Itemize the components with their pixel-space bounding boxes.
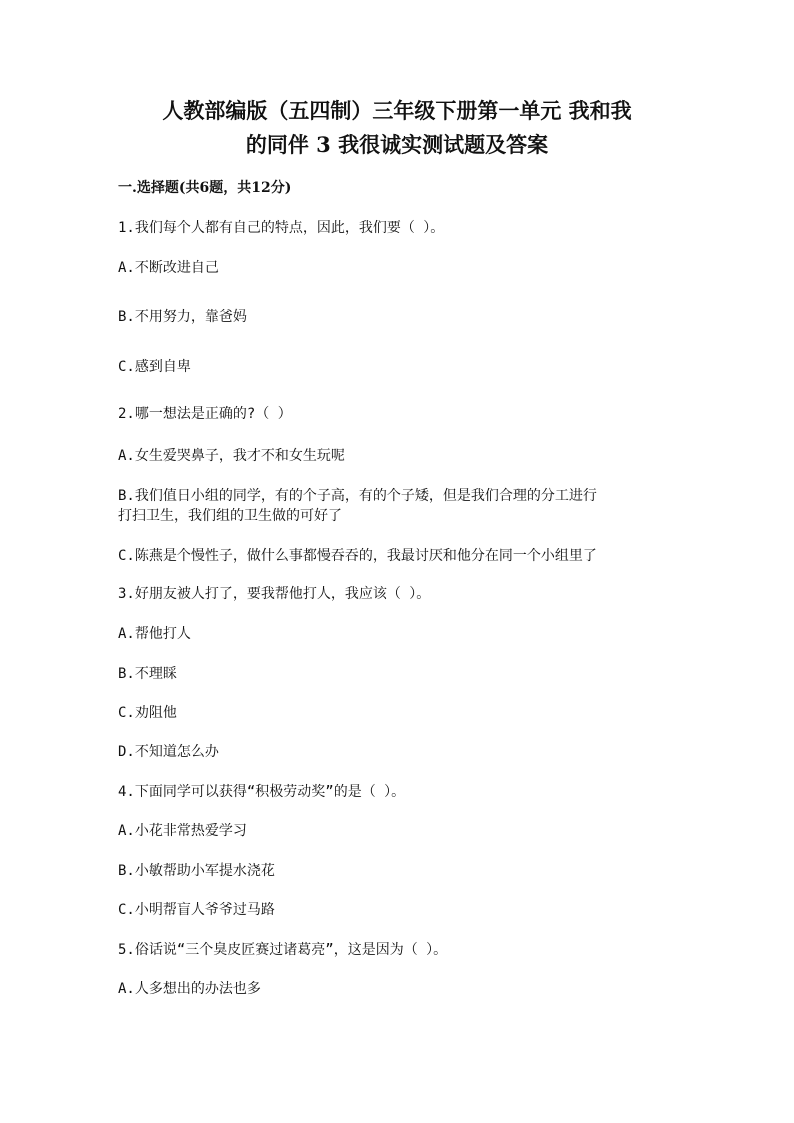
question-4-option-c: C.小明帮盲人爷爷过马路 [118,902,275,918]
question-2-option-b-line-2: 打扫卫生，我们组的卫生做的可好了 [118,508,342,524]
document-title-line-2: 的同伴 3 我很诚实测试题及答案 [245,132,549,157]
question-1-option-c: C.感到自卑 [118,359,191,375]
section-heading: 一.选择题(共6题，共12分) [118,180,292,196]
document-title-line-1: 人教部编版（五四制）三年级下册第一单元 我和我 [162,98,632,123]
question-1-stem: 1.我们每个人都有自己的特点，因此，我们要（ ）。 [118,220,445,236]
question-2-option-a: A.女生爱哭鼻子，我才不和女生玩呢 [118,448,345,464]
question-4-stem: 4.下面同学可以获得“积极劳动奖”的是（ ）。 [118,784,406,800]
question-1-option-b: B.不用努力，靠爸妈 [118,309,247,325]
question-2-option-b-line-1: B.我们值日小组的同学，有的个子高，有的个子矮，但是我们合理的分工进行 [118,488,597,504]
question-1-option-a: A.不断改进自己 [118,260,219,276]
question-5-stem: 5.俗话说“三个臭皮匠赛过诸葛亮”，这是因为（ ）。 [118,942,448,958]
question-3-option-c: C.劝阻他 [118,705,177,721]
question-2-stem: 2.哪一想法是正确的?（ ） [118,406,292,422]
question-4-option-a: A.小花非常热爱学习 [118,823,247,839]
question-3-option-a: A.帮他打人 [118,626,191,642]
question-3-option-b: B.不理睬 [118,666,177,682]
question-2-option-c: C.陈燕是个慢性子，做什么事都慢吞吞的，我最讨厌和他分在同一个小组里了 [118,548,597,564]
question-3-option-d: D.不知道怎么办 [118,744,219,760]
question-3-stem: 3.好朋友被人打了，要我帮他打人，我应该（ ）。 [118,586,431,602]
question-4-option-b: B.小敏帮助小军提水浇花 [118,863,275,879]
question-5-option-a: A.人多想出的办法也多 [118,981,261,997]
